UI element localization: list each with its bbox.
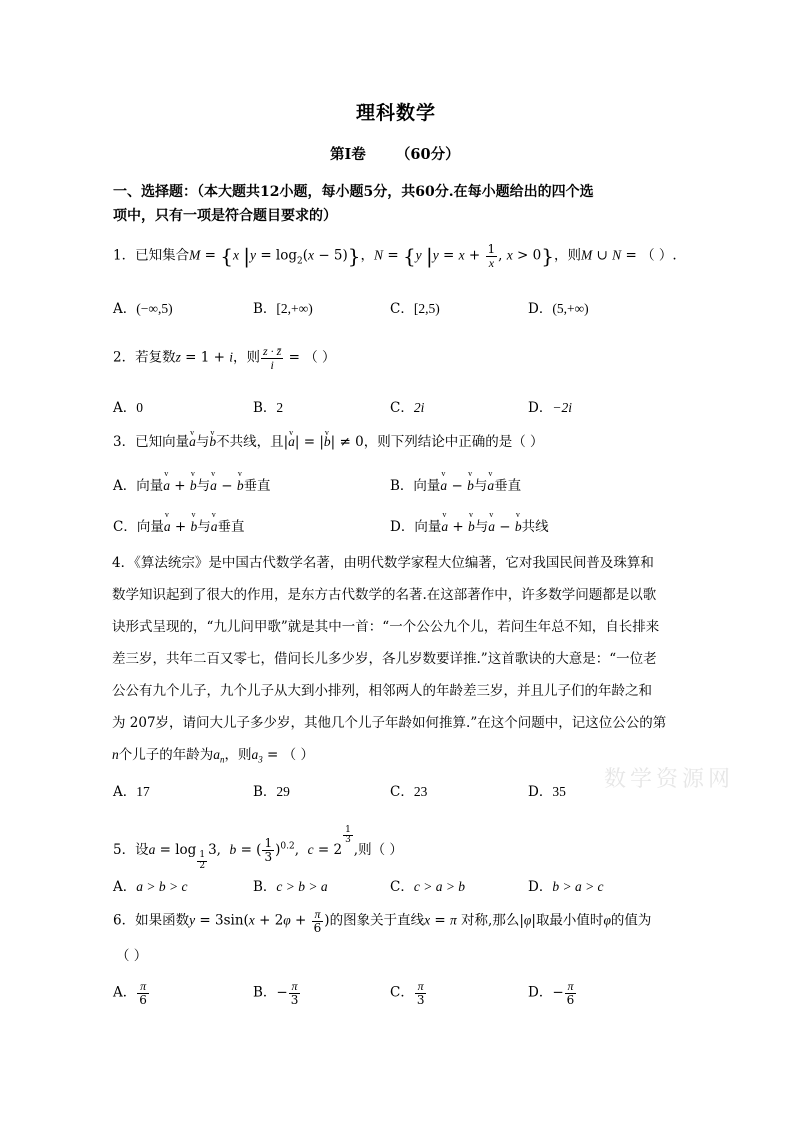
watermark: 数学资源网 xyxy=(604,767,735,792)
question-5-option-c[interactable]: C．c > a > b xyxy=(390,879,466,895)
question-3-option-a[interactable]: A．向量v a + v b与v a − v b垂直 xyxy=(113,474,271,494)
volume-score: （60分） xyxy=(395,146,460,163)
question-2-option-d[interactable]: D．−2i xyxy=(528,400,572,416)
question-1-option-a[interactable]: A．(−∞,5) xyxy=(113,301,173,317)
question-4-line: 数学知识起到了很大的作用，是东方古代数学的名著.在这部著作中，许多数学问题都是以歌 xyxy=(112,587,657,603)
question-3-option-b[interactable]: B．向量v a − v b与v a垂直 xyxy=(390,474,521,494)
question-4-line: 4．《算法统宗》是中国古代数学名著，由明代数学家程大位编著，它对我国民间普及珠算和 xyxy=(112,555,654,571)
question-1-option-b[interactable]: B．[2,+∞) xyxy=(253,301,313,317)
question-4-option-a[interactable]: A．17 xyxy=(113,784,150,800)
question-6-answer-blank: （ ） xyxy=(116,948,148,964)
question-4-line: 诀形式呈现的，“九儿问甲歌”就是其中一首：“一个公公九个儿，若问生年总不知，自长排来 xyxy=(112,619,660,635)
question-2-option-a[interactable]: A．0 xyxy=(113,400,143,416)
question-2-option-b[interactable]: B．2 xyxy=(253,400,284,416)
question-4-option-d[interactable]: D．35 xyxy=(528,784,566,800)
question-4-line: 为 207岁，请问大儿子多少岁，其他几个儿子年龄如何推算.”在这个问题中，记这位公公的第 xyxy=(112,715,667,731)
question-1-option-c[interactable]: C．[2,5) xyxy=(390,301,440,317)
question-5-option-d[interactable]: D．b > a > c xyxy=(528,879,604,895)
volume-label: 第Ⅰ卷 xyxy=(330,146,366,163)
question-4-stem xyxy=(112,547,692,776)
question-6-option-c[interactable]: C． $\frac{\pi}{3}$ xyxy=(390,979,425,1007)
page-title: 理科数学 xyxy=(356,102,437,124)
question-6-option-d[interactable]: D．− $\frac{\pi}{6}$ xyxy=(528,979,575,1007)
question-2-option-c[interactable]: C．2i xyxy=(390,400,425,416)
question-6-option-a[interactable]: A． $\frac{\pi}{6}$ xyxy=(113,979,147,1007)
question-3-option-d[interactable]: D．向量v a + v b与v a − v b共线 xyxy=(390,515,549,535)
question-5-stem: 5．设a = log $_{\frac{1}{2}}$ 3, b = ( $\frac{1}{3}$ )$^{0.2}$, c = 2 $^{\frac{1}{3}}$ ,则（ ） xyxy=(113,825,403,871)
question-5-option-b[interactable]: B．c > b > a xyxy=(253,879,328,895)
section-line-1: 一、选择题：（本大题共12小题，每小题5分，共60分.在每小题给出的四个选 xyxy=(113,184,594,200)
question-1-stem: 1．已知集合M = {x $|y = \log_2(x - 5)$}，N = {y |y = x + $\frac{1}{x}$ , x > 0}，则M ∪ N = （ ）. xyxy=(113,242,677,270)
question-1-option-d[interactable]: D．(5,+∞) xyxy=(528,301,589,317)
question-4-line: 公公有九个儿子，九个儿子从大到小排列，相邻两人的年龄差三岁，并且儿子们的年龄之和 xyxy=(112,683,652,699)
question-4-line: 差三岁，共年二百又零七，借问长儿多少岁，各儿岁数要详推.”这首歌诀的大意是：“一位老 xyxy=(112,651,657,667)
question-6-option-b[interactable]: B．− $\frac{\pi}{3}$ xyxy=(253,979,299,1007)
volume-heading xyxy=(330,143,460,164)
question-5-option-a[interactable]: A．a > b > c xyxy=(113,879,188,895)
question-2-stem: 2．若复数z = 1 + i，则 $\frac{z \cdot z̄}{i}$ = （ ） xyxy=(113,344,336,372)
section-line-2: 项中，只有一项是符合题目要求的） xyxy=(113,208,337,224)
question-4-option-b[interactable]: B．29 xyxy=(253,784,290,800)
question-4-line: n个儿子的年龄为$a_n$，则$a_3$ = （ ） xyxy=(112,747,314,765)
section-heading xyxy=(113,180,594,228)
question-3-stem: 3．已知向量v a与v b不共线，且|v a| = |v b| ≠ 0，则下列结论中正确的是（ ） xyxy=(113,432,544,452)
question-3-option-c[interactable]: C．向量v a + v b与v a垂直 xyxy=(113,515,245,535)
question-6-stem: 6．如果函数y = 3sin(x + 2φ + $\frac{\pi}{6}$ )的图象关于直线x = π 对称,那么|φ|取最小值时φ的值为 xyxy=(113,907,652,935)
question-4-option-c[interactable]: C．23 xyxy=(390,784,428,800)
